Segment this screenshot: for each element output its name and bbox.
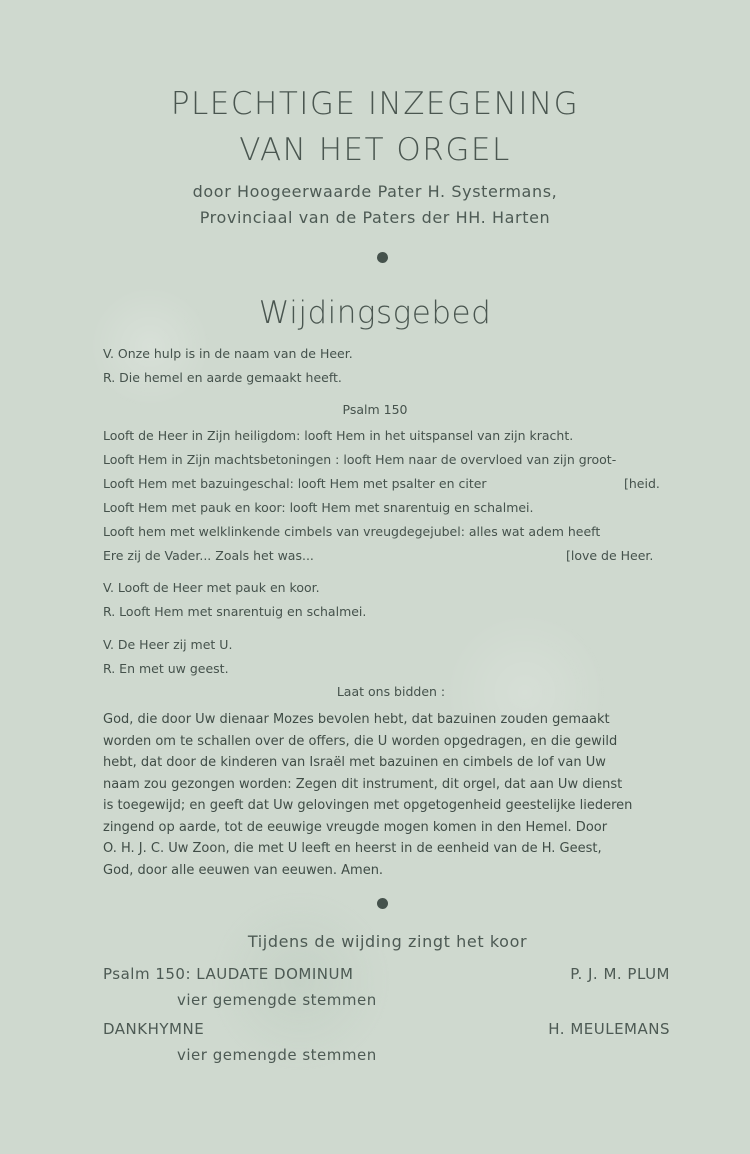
title-line-1: PLECHTIGE INZEGENING [170,86,580,122]
work-composer: H. MEULEMANS [548,1020,670,1038]
prayer-line: is toegewijd; en geeft dat Uw gelovingen met opgetogenheid geestelijke liederen [103,798,633,813]
bullet-ornament [377,252,388,263]
response-2: R. Looft Hem met snarentuig en schalmei. [103,604,367,619]
versicle-1: V. Onze hulp is in de naam van de Heer. [103,346,353,361]
psalm-title: Psalm 150 [342,402,408,417]
work-title: Psalm 150: LAUDATE DOMINUM [103,965,354,983]
byline-2: Provinciaal van de Paters der HH. Harten [199,208,551,227]
versicle-3: V. De Heer zij met U. [103,637,233,652]
psalm-continuation: [love de Heer. [566,548,654,563]
work-composer: P. J. M. PLUM [570,965,670,983]
prayer-line: God, die door Uw dienaar Mozes bevolen hebt, dat bazuinen zouden gemaakt [103,712,610,727]
prayer-line: God, door alle eeuwen van eeuwen. Amen. [103,862,384,878]
versicle-2: V. Looft de Heer met pauk en koor. [103,580,320,595]
work-voices: vier gemengde stemmen [177,991,377,1009]
choir-intro: Tijdens de wijding zingt het koor [247,932,528,951]
psalm-continuation: [heid. [624,476,660,491]
prayer-line: hebt, dat door de kinderen van Israël met bazuinen en cimbels de lof van Uw [103,755,606,770]
psalm-line: Looft Hem met pauk en koor: looft Hem met snarentuig en schalmei. [103,500,534,515]
byline-1: door Hoogeerwaarde Pater H. Systermans, [192,182,558,201]
psalm-line: Looft hem met welklinkende cimbels van vreugdegejubel: alles wat adem heeft [103,524,601,539]
prayer-line: O. H. J. C. Uw Zoon, die met U leeft en heerst in de eenheid van de H. Geest, [103,841,602,856]
response-3: R. En met uw geest. [103,661,229,676]
bullet-ornament [377,898,388,909]
psalm-line: Looft de Heer in Zijn heiligdom: looft Hem in het uitspansel van zijn kracht. [103,428,574,443]
response-1: R. Die hemel en aarde gemaakt heeft. [103,370,342,385]
section-heading: Wijdingsgebed [258,295,492,331]
psalm-line: Looft Hem in Zijn machtsbetoningen : looft Hem naar de overvloed van zijn groot- [103,452,617,467]
laat-ons-bidden: Laat ons bidden : [336,684,446,699]
psalm-line: Ere zij de Vader... Zoals het was... [103,548,314,563]
prayer-line: worden om te schallen over de offers, die U worden opgedragen, en die gewild [103,733,618,749]
work-title: DANKHYMNE [103,1020,205,1038]
prayer-line: naam zou gezongen worden: Zegen dit instrument, dit orgel, dat aan Uw dienst [103,776,623,792]
prayer-line: zingend op aarde, tot de eeuwige vreugde mogen komen in den Hemel. Door [103,819,608,835]
title-line-2: VAN HET ORGEL [239,132,511,168]
prayer-text [103,709,673,881]
work-voices: vier gemengde stemmen [177,1046,377,1064]
psalm-line: Looft Hem met bazuingeschal: looft Hem met psalter en citer [103,476,487,491]
